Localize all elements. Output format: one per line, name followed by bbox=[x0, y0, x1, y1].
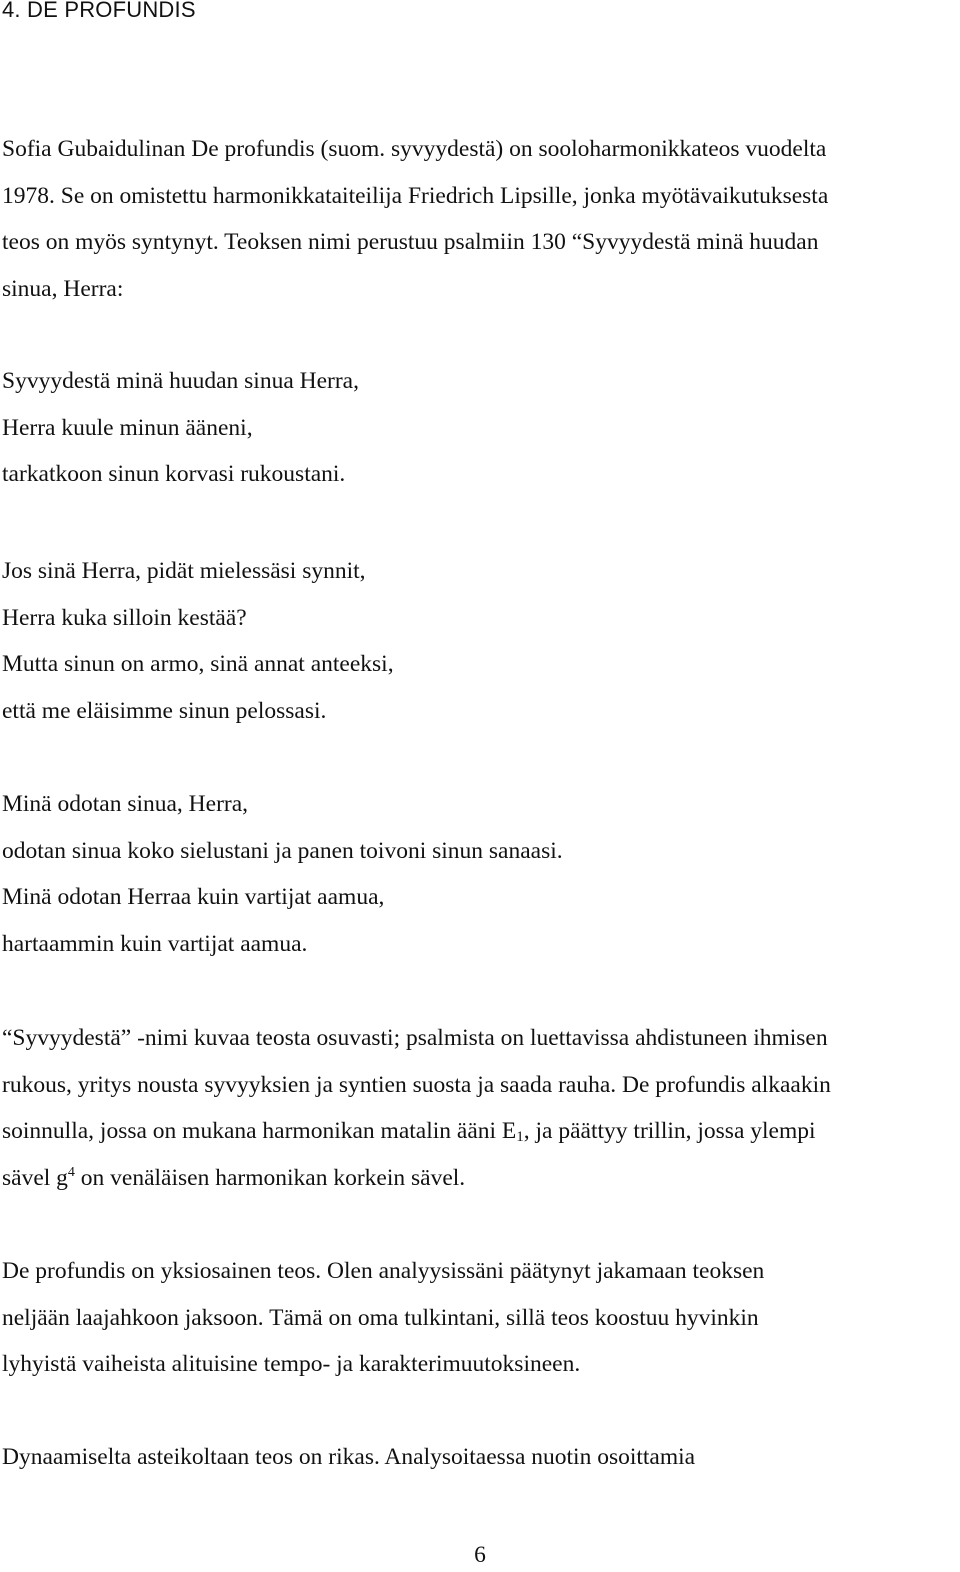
verse-line: hartaammin kuin vartijat aamua. bbox=[2, 930, 308, 957]
verse-line: Jos sinä Herra, pidät mielessäsi synnit, bbox=[2, 558, 366, 584]
text-segment: on venäläisen harmonikan korkein sävel. bbox=[74, 1164, 466, 1191]
text-line: rukous, yritys nousta syvyyksien ja syntien suosta ja saada rauha. De profundis alkaakin bbox=[2, 1071, 831, 1098]
structure-paragraph bbox=[2, 1248, 957, 1388]
page-number: 6 bbox=[474, 1542, 486, 1568]
chapter-heading: 4. DE PROFUNDIS bbox=[2, 0, 196, 22]
text-line bbox=[2, 1108, 957, 1155]
verse-line: Minä odotan sinua, Herra, bbox=[2, 791, 249, 817]
text-line: “Syvyydestä” -nimi kuvaa teosta osuvasti; psalmista on luettavissa ahdistuneen ihmisen bbox=[2, 1025, 828, 1051]
intro-paragraph bbox=[2, 126, 957, 312]
text-line: 1978. Se on omistettu harmonikkataiteilija Friedrich Lipsille, jonka myötävaikutuksesta bbox=[2, 182, 829, 209]
text-line: teos on myös syntynyt. Teoksen nimi perustuu psalmiin 130 “Syvyydestä minä huudan bbox=[2, 229, 819, 255]
text-line: De profundis on yksiosainen teos. Olen analyysissäni päätynyt jakamaan teoksen bbox=[2, 1258, 765, 1284]
psalm-verse-3 bbox=[2, 781, 957, 967]
verse-line: Minä odotan Herraa kuin vartijat aamua, bbox=[2, 884, 385, 910]
verse-line: Syvyydestä minä huudan sinua Herra, bbox=[2, 368, 359, 394]
text-segment: soinnulla, jossa on mukana harmonikan matalin ääni E bbox=[2, 1118, 517, 1144]
psalm-verse-2 bbox=[2, 548, 957, 734]
text-segment: , ja päättyy trillin, jossa ylempi bbox=[523, 1118, 816, 1144]
verse-line: että me eläisimme sinun pelossasi. bbox=[2, 697, 327, 724]
text-line: sinua, Herra: bbox=[2, 275, 124, 302]
text-line: lyhyistä vaiheista alituisine tempo- ja karakterimuutoksineen. bbox=[2, 1351, 581, 1377]
text-line: neljään laajahkoon jaksoon. Tämä on oma tulkintani, sillä teos koostuu hyvinkin bbox=[2, 1304, 759, 1331]
verse-line: Mutta sinun on armo, sinä annat anteeksi, bbox=[2, 651, 394, 677]
text-line bbox=[2, 1155, 957, 1202]
verse-line: tarkatkoon sinun korvasi rukoustani. bbox=[2, 461, 346, 487]
text-line: Dynaamiselta asteikoltaan teos on rikas. Analysoitaessa nuotin osoittamia bbox=[2, 1444, 696, 1470]
verse-line: Herra kuka silloin kestää? bbox=[2, 604, 247, 631]
analysis-paragraph bbox=[2, 1015, 957, 1201]
verse-line: odotan sinua koko sielustani ja panen toivoni sinun sanaasi. bbox=[2, 837, 563, 864]
subscript: 1 bbox=[516, 1129, 524, 1145]
dynamics-paragraph bbox=[2, 1434, 957, 1481]
superscript: 4 bbox=[67, 1164, 75, 1180]
text-line: Sofia Gubaidulinan De profundis (suom. syvyydestä) on sooloharmonikkateos vuodelta bbox=[2, 136, 827, 162]
verse-line: Herra kuule minun ääneni, bbox=[2, 414, 253, 441]
text-segment: sävel g bbox=[2, 1164, 68, 1191]
psalm-verse-1 bbox=[2, 358, 957, 498]
